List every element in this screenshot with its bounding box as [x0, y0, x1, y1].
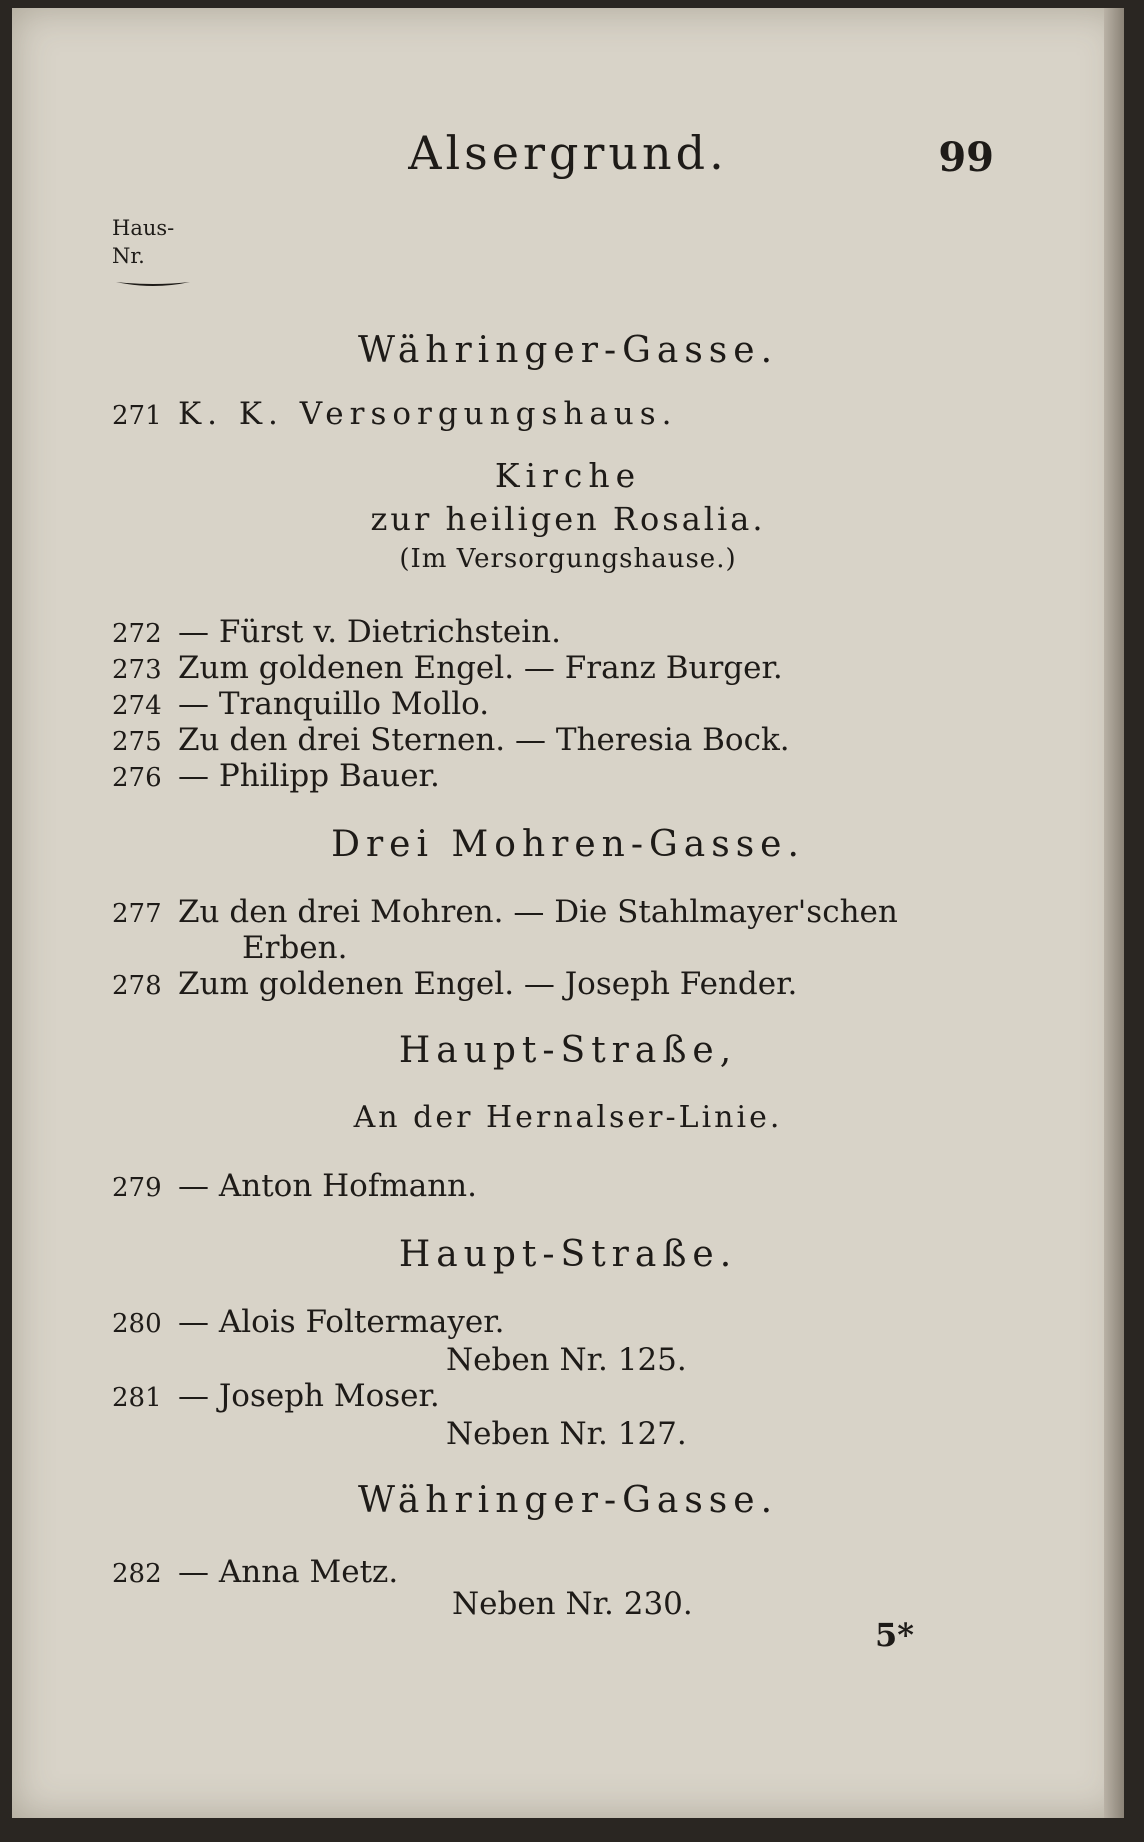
entry-281-note: Neben Nr. 127.	[446, 1416, 687, 1452]
house-number: 275	[112, 727, 162, 757]
column-label	[112, 214, 174, 270]
entry-text: Zum goldenen Engel. — Franz Burger.	[178, 650, 783, 686]
house-number: 281	[112, 1383, 162, 1413]
entry-277	[112, 894, 898, 930]
entry-274	[112, 686, 489, 722]
entry-text: Zum goldenen Engel. — Joseph Fender.	[178, 966, 798, 1002]
entry-text: Zu den drei Sternen. — Theresia Bock.	[178, 722, 790, 758]
page-title: Alsergrund.	[408, 126, 728, 180]
book-page	[12, 8, 1124, 1818]
entry-text: — Anna Metz.	[178, 1554, 399, 1590]
house-number: 271	[112, 401, 162, 431]
section-heading-drei-mohren-gasse: Drei Mohren-Gasse.	[331, 824, 805, 865]
church-subheading: zur heiligen Rosalia.	[370, 500, 766, 538]
entry-text: K. K. Versorgungshaus.	[178, 396, 678, 432]
house-number: 278	[112, 971, 162, 1001]
entry-280	[112, 1304, 505, 1340]
entry-275	[112, 722, 790, 758]
entry-279	[112, 1168, 477, 1204]
section-heading-haupt-strasse-2: Haupt-Straße.	[398, 1234, 738, 1275]
entry-271	[112, 396, 678, 432]
entry-272	[112, 614, 561, 650]
section-subheading-hernalser-linie: An der Hernalser-Linie.	[353, 1100, 783, 1135]
church-note: (Im Versorgungshause.)	[399, 544, 737, 574]
entry-text: — Joseph Moser.	[178, 1378, 440, 1414]
signature-mark: 5*	[875, 1616, 914, 1654]
entry-280-note: Neben Nr. 125.	[446, 1342, 687, 1378]
entry-281	[112, 1378, 440, 1414]
section-heading-waehringer-gasse-2: Währinger-Gasse.	[357, 1480, 779, 1521]
house-number: 282	[112, 1559, 162, 1589]
entry-282-note: Neben Nr. 230.	[452, 1586, 693, 1622]
entry-text: — Anton Hofmann.	[178, 1168, 477, 1204]
column-label-line1: Haus-	[112, 216, 175, 240]
section-heading-waehringer-gasse: Währinger-Gasse.	[357, 330, 779, 371]
entry-273	[112, 650, 783, 686]
entry-text: Zu den drei Mohren. — Die Stahlmayer'schen	[178, 894, 898, 930]
house-number: 273	[112, 655, 162, 685]
entry-277-continuation: Erben.	[242, 930, 348, 966]
entry-278	[112, 966, 797, 1002]
section-heading-haupt-strasse-1: Haupt-Straße,	[398, 1030, 738, 1071]
house-number: 279	[112, 1173, 162, 1203]
page-edge	[1104, 8, 1124, 1818]
church-heading: Kirche	[494, 456, 642, 495]
page-number: 99	[938, 134, 994, 181]
entry-276	[112, 758, 440, 794]
entry-text: — Tranquillo Mollo.	[178, 686, 490, 722]
column-label-line2: Nr.	[112, 244, 145, 268]
house-number: 277	[112, 899, 162, 929]
entry-text: — Fürst v. Dietrichstein.	[178, 614, 561, 650]
ornament-rule	[116, 278, 190, 288]
entry-text: — Alois Foltermayer.	[178, 1304, 505, 1340]
house-number: 274	[112, 691, 162, 721]
entry-text: — Philipp Bauer.	[178, 758, 440, 794]
house-number: 280	[112, 1309, 162, 1339]
entry-282	[112, 1554, 398, 1590]
house-number: 272	[112, 619, 162, 649]
house-number: 276	[112, 763, 162, 793]
